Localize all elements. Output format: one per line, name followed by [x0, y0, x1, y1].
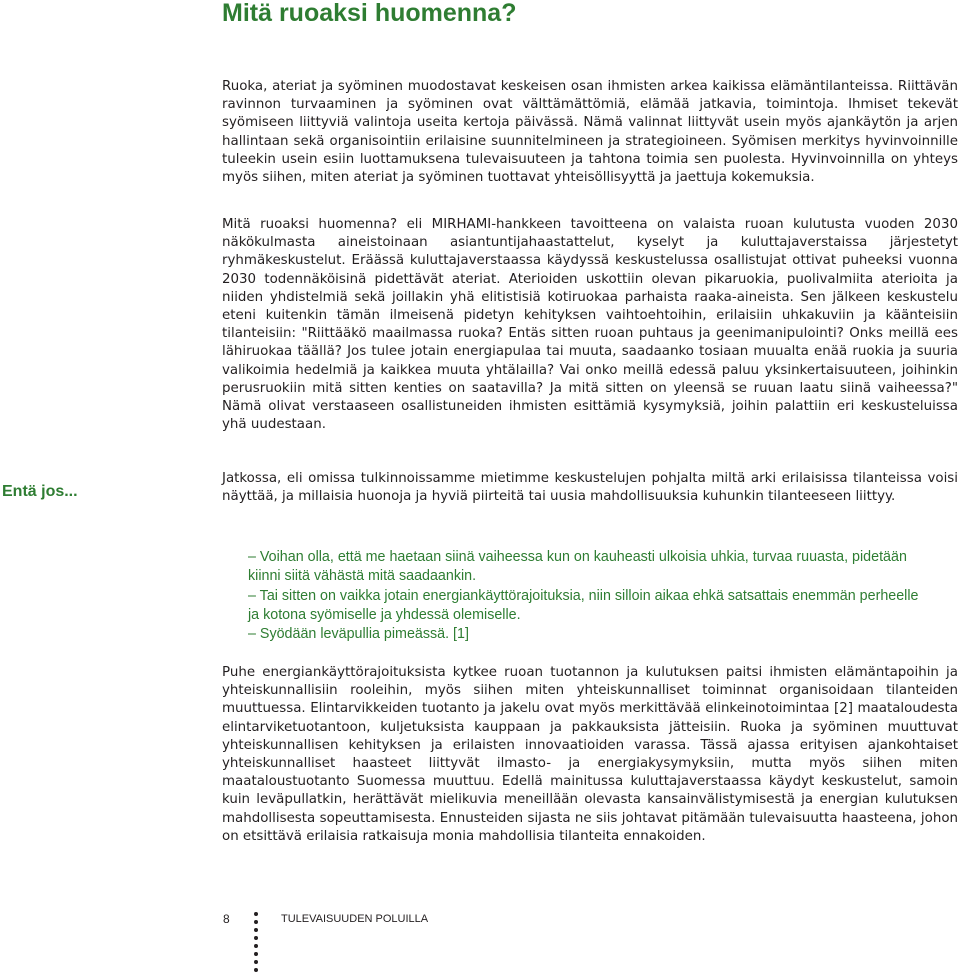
quote-list	[248, 548, 928, 644]
page-title: Mitä ruoaksi huomenna?	[222, 0, 517, 27]
quote-item: – Syödään leväpullia pimeässä. [1]	[248, 626, 469, 643]
publication-title: TULEVAISUUDEN POLUILLA	[281, 913, 429, 925]
page-number: 8	[223, 912, 230, 926]
side-label: Entä jos...	[2, 483, 78, 500]
paragraph-interpretation: Jatkossa, eli omissa tulkinnoissamme mietimme keskustelujen pohjalta miltä arki erilaisissa tilanteissa voisi näyttää, ja millaisia huonoja ja hyviä piirteitä tai uusia mahdollisuuksia kuhunkin tilanteeseen liittyy.	[222, 471, 958, 505]
paragraph-energy: Puhe energiankäyttörajoituksista kytkee ruoan tuotannon ja kulutuksen paitsi ihmisten elämäntapoihin ja yhteiskunnallisiin rooleihin, myös siihen miten yhteiskunnalliset toiminnat organisoidaan tilanteiden muuttuessa. Elintarvikkeiden tuotanto ja jakelu ovat myös merkittävää elinkeinotoimintaa [2] maataloudesta elintarviketuotantoon, kuljetuksista kauppaan ja pakkauksista jätteisiin. Ruoka ja syöminen muuttuvat yhteiskunnallisen kehityksen ja erilaisten innovaatioiden varassa. Tässä ajassa erityisen ajankohtaiset yhteiskunnalliset haasteet liittyvät ilmasto- ja energiakysymyksiin, mutta myös siihen miten maataloustuotanto Suomessa muuttuu. Edellä mainitussa kuluttajaverstaassa käydyt keskustelut, samoin kuin leväpullatkin, herättävät mielikuvia meneillään olevasta kansainvälistymisestä ja energian kulutuksen mahdollisesta sopeuttamisesta. Ennusteiden sijasta ne siis johtavat pitämään tulevaisuutta haasteena, johon on etsittävä erilaisia ratkaisuja monia mahdollisia tilanteita ennakoiden.	[222, 665, 958, 844]
paragraph-intro: Ruoka, ateriat ja syöminen muodostavat keskeisen osan ihmisten arkea kaikissa elämäntilanteissa. Riittävän ravinnon turvaaminen ja syöminen ovat välttämättömiä, elämää jatkavia, toimintoja. Ihmiset tekevät syömiseen liittyviä valintoja useita kertoja päivässä. Nämä valinnat liittyvät usein myös ajankäytön ja arjen hallintaan sekä organisointiin erilaisine suunnitelmineen ja strategioineen. Syömisen merkitys hyvinvoinnille tuleekin usein esiin luottamuksena tulevaisuuteen ja tahtona toimia sen puolesta. Hyvinvoinnilla on yhteys myös siihen, miten ateriat ja syöminen tuottavat yhteisöllisyyttä ja jaettuja kokemuksia.	[222, 79, 958, 186]
paragraph-project: Mitä ruoaksi huomenna? eli MIRHAMI-hankkeen tavoitteena on valaista ruoan kulutusta vuoden 2030 näkökulmasta aineistoinaan asiantuntijahaastattelut, kyselyt ja kuluttajaverstaissa järjestetyt ryhmäkeskustelut. Eräässä kuluttajaverstaassa käydyssä keskustelussa osallistujat ottivat puheeksi vuonna 2030 todennäköisinä pidettävät ateriat. Aterioiden uskottiin olevan pikaruokia, puolivalmiita aterioita ja niiden yhdistelmiä sekä joillakin yhä elitistisiä kotiruokaa parhaista raaka-aineista. Sen jälkeen keskustelu eteni kuitenkin tämän ilmeisenä pidetyn kehityksen vaihtoehtoihin, erilaisiin uhkakuviin ja käänteisiin tilanteisiin: "Riittääkö maailmassa ruoka? Entäs sitten ruoan puhtaus ja geenimanipulointi? Onks meillä ees lähiruokaa täällä? Jos tulee jotain energiapulaa tai muuta, saadaanko tosiaan muualta enää ruokia ja suuria valikoimia hedelmiä ja kaikkea muuta yhtälailla? Vai onko meillä edessä paluu yksinkertaisuuteen, joihinkin perusruokiin mitä sitten kenties on saatavilla? Ja mitä sitten on yleensä se ruuan laatu siinä vaiheessa?" Nämä olivat verstaaseen osallistuneiden ihmisten esittämiä kysymyksiä, joihin palattiin eri keskusteluissa yhä uudestaan.	[222, 217, 958, 433]
quote-item: – Voihan olla, että me haetaan siinä vaiheessa kun on kauheasti ulkoisia uhkia, turvaa ruuasta, pidetään kiinni siitä vähästä mitä saadaankin.	[248, 549, 907, 585]
dotted-divider	[254, 912, 260, 976]
quote-item: – Tai sitten on vaikka jotain energiankäyttörajoituksia, niin silloin aikaa ehkä satsattais enemmän perheelle ja kotona syömiselle ja yhdessä olemiselle.	[248, 587, 919, 623]
